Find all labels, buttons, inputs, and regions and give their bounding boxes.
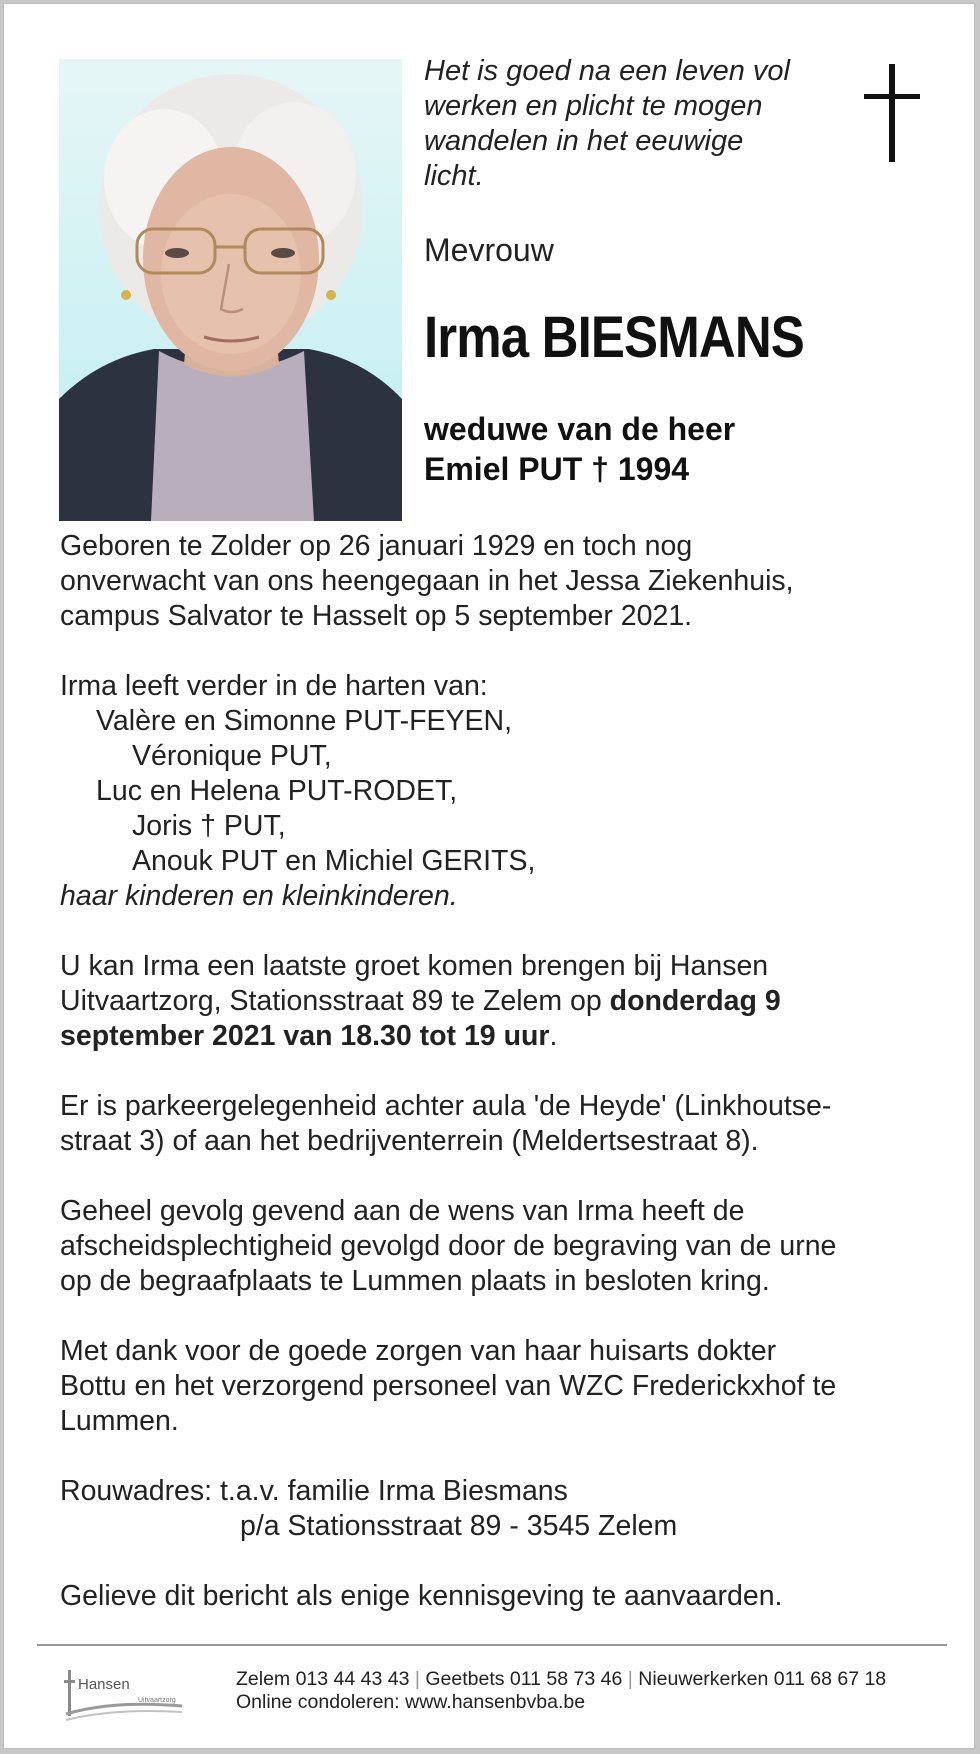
address-line: p/a Stationsstraat 89 - 3545 Zelem [240,1510,678,1542]
memorial-quote [424,54,824,194]
visit-line: U kan Irma een laatste groet komen brengen bij Hansen [60,950,769,982]
visit-date: donderdag 9 [609,985,781,1017]
ceremony-line: op de begraafplaats te Lummen plaats in besloten kring. [60,1265,770,1297]
birth-line: onverwacht van ons heengegaan in het Jessa Ziekenhuis, [60,565,794,597]
logo-name: Hansen [78,1676,130,1693]
family-member: Joris † PUT, [132,810,286,842]
cross-icon [864,64,920,162]
spouse-info [424,409,735,489]
deceased-name: Irma BIESMANS [424,305,804,370]
visit-line [60,984,940,1019]
logo-subtitle: Uitvaartzorg [138,1697,176,1704]
birth-line: campus Salvator te Hasselt op 5 september 2021. [60,600,693,632]
footer-contact [236,1668,886,1714]
thanks-line: Met dank voor de goede zorgen van haar huisarts dokter [60,1335,777,1367]
footer-divider [37,1644,947,1646]
thanks-line: Bottu en het verzorgend personeel van WZC Frederickxhof te [60,1370,837,1402]
phone-geetbets: Geetbets 011 58 73 46 [425,1668,623,1690]
phone-nieuwerkerken: Nieuwerkerken 011 68 67 18 [638,1668,887,1690]
family-intro: Irma leeft verder in de harten van: [60,670,488,702]
hansen-logo [64,1664,204,1724]
visit-end: . [549,1020,558,1052]
visit-text: Uitvaartzorg, Stationsstraat 89 te Zelem op [60,985,610,1017]
ceremony-line: Geheel gevolg gevend aan de wens van Irma heeft de [60,1195,745,1227]
obituary-text [60,529,940,1614]
parking-line: straat 3) of aan het bedrijventerrein (Meldertsestraat 8). [60,1125,759,1157]
online-condolences: Online condoleren: www.hansenbvba.be [236,1691,586,1713]
family-member: Luc en Helena PUT-RODET, [96,775,458,807]
salutation: Mevrouw [424,232,554,268]
separator: | [627,1668,633,1690]
family-member: Valère en Simonne PUT-FEYEN, [96,705,513,737]
family-closing: haar kinderen en kleinkinderen. [60,880,458,912]
quote-line: werken en plicht te mogen [424,90,763,122]
quote-line: licht. [424,160,484,192]
visit-time: september 2021 van 18.30 tot 19 uur [60,1020,550,1052]
footer-phones [236,1668,886,1691]
spouse-line: Emiel PUT † 1994 [424,451,690,487]
quote-line: Het is goed na een leven vol [424,55,790,87]
portrait-photo [59,59,402,521]
ceremony-line: afscheidsplechtigheid gevolgd door de begraving van de urne [60,1230,837,1262]
notice-text: Gelieve dit bericht als enige kennisgeving te aanvaarden. [60,1580,783,1612]
obituary-card [3,3,975,1749]
quote-line: wandelen in het eeuwige [424,125,744,157]
thanks-line: Lummen. [60,1405,179,1437]
visit-line [60,1019,940,1054]
spouse-line: weduwe van de heer [424,411,736,447]
family-member: Anouk PUT en Michiel GERITS, [132,845,536,877]
address-line: Rouwadres: t.a.v. familie Irma Biesmans [60,1475,568,1507]
family-member: Véronique PUT, [132,740,332,772]
separator: | [414,1668,420,1690]
birth-line: Geboren te Zolder op 26 januari 1929 en toch nog [60,530,693,562]
parking-line: Er is parkeergelegenheid achter aula 'de Heyde' (Linkhoutse- [60,1090,832,1122]
phone-zelem: Zelem 013 44 43 43 [236,1668,410,1690]
